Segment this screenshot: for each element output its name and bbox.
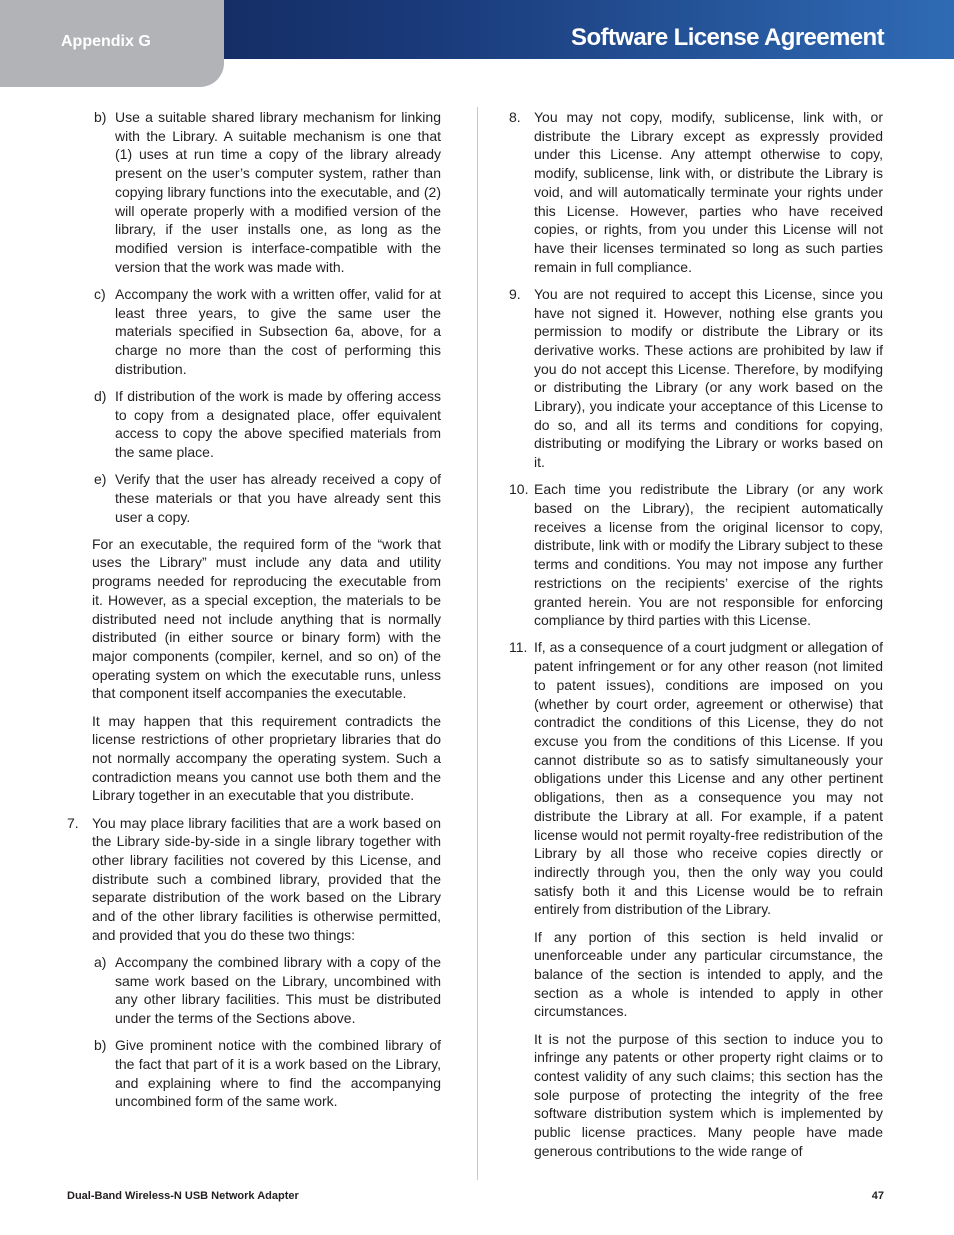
list-item: [94, 1036, 441, 1111]
numbered-item: [509, 108, 883, 276]
list-item-label: e): [94, 471, 107, 488]
list-item: [94, 387, 441, 462]
body-paragraph: It is not the purpose of this section to induce you to infringe any patents or other property right claims or to contest validity of any such claims; this section has the sole purpose of protecting the integrity of the free software distribution system which is implemented by public license practices. Many people have made generous contributions to the wide range of: [534, 1030, 883, 1159]
numbered-item-label: 10.: [509, 481, 529, 498]
list-item-label: c): [94, 285, 106, 302]
numbered-item-label: 11.: [509, 639, 528, 656]
numbered-item-label: 9.: [509, 285, 521, 302]
list-item-label: b): [94, 1037, 107, 1054]
right-column: [509, 108, 883, 1169]
list-item: [94, 953, 441, 1028]
list-item-text: Verify that the user has already received a copy of these materials or that you have already sent this user a copy.: [115, 471, 441, 525]
list-item: [94, 108, 441, 276]
list-item: [94, 285, 441, 379]
list-item-label: a): [94, 954, 107, 971]
body-paragraph: It may happen that this requirement contradicts the license restrictions of other proprietary libraries that do not normally accompany the operating system. Such a contradiction means you cannot use both them and the Library together in an executable that you distribute.: [92, 712, 441, 804]
numbered-item-label: 8.: [509, 109, 521, 125]
body-paragraph: For an executable, the required form of the “work that uses the Library” must include any data and utility programs needed for reproducing the executable from it. However, as a special exception, the materials to be distributed need not include anything that is normally distributed (in either source or binary form) with the major components (compiler, kernel, and so on) of the operating system on which the executable runs, unless that component itself accompanies the executable.: [92, 535, 441, 702]
footer-product-name: Dual-Band Wireless-N USB Network Adapter: [67, 1190, 299, 1202]
numbered-item-7: [67, 814, 441, 945]
list-item-text: If distribution of the work is made by offering access to copy from a designated place, offer equivalent access to copy the above specified materials from the same place.: [115, 387, 441, 460]
list-item-text: Give prominent notice with the combined library of the fact that part of it is a work based on the Library, and explaining where to find the accompanying uncombined form of the same work.: [115, 1037, 441, 1110]
numbered-item: [509, 638, 883, 919]
numbered-item: [509, 285, 883, 472]
page-title: Software License Agreement: [571, 24, 884, 51]
section-tab: [0, 0, 224, 87]
numbered-item-text: You may place library facilities that are a work based on the Library side-by-side in a single library together with other library facilities not covered by this License, and distribute such a combined library, provided that the separate distribution of the work based on the Library and of the other library facilities is otherwise permitted, and provided that you do these two things:: [92, 814, 441, 943]
list-item-label: b): [94, 109, 107, 125]
list-item-text: Accompany the combined library with a copy of the same work based on the Library, uncombined with any other library facilities. This must be distributed under the terms of the Sections above.: [115, 954, 441, 1027]
numbered-item: [509, 480, 883, 630]
section-tab-label: Appendix G: [61, 33, 151, 50]
numbered-item-text: You are not required to accept this License, since you have not signed it. However, nothing else grants you permission to modify or distribute the Library or its derivative works. These actions are prohibited by law if you do not accept this License. Therefore, by modifying or distributing the Library (or any work based on the Library), you indicate your acceptance of this License to do so, and all its terms and conditions for copying, distributing or modifying the Library or works based on it.: [534, 285, 883, 471]
numbered-item-text: If, as a consequence of a court judgment or allegation of patent infringement or for any other reason (not limited to patent issues), conditions are imposed on you (whether by court order, agreement or otherwise) that contradict the conditions of this License, they do not excuse you from the conditions of this License. If you cannot distribute so as to satisfy simultaneously your obligations under this License and any other pertinent obligations, then as a consequence you may not distribute the Library at all. For example, if a patent license would not permit royalty-free redistribution of the Library by all those who receive copies directly or indirectly through you, then the only way you could satisfy both it and this License would be to refrain entirely from distribution of the Library.: [534, 639, 883, 918]
body-paragraph: If any portion of this section is held invalid or unenforceable under any particular circumstance, the balance of the section is intended to apply, and the section as a whole is intended to apply in other circumstances.: [534, 928, 883, 1020]
left-column: [67, 108, 441, 1120]
list-item-text: Accompany the work with a written offer, valid for at least three years, to give the same user the materials specified in Subsection 6a, above, for a charge no more than the cost of performing this distribution.: [115, 285, 441, 377]
numbered-item-text: Each time you redistribute the Library (or any work based on the Library), the recipient automatically receives a license from the original licensor to copy, distribute, link with or modify the Library subject to these terms and conditions. You may not impose any further restrictions on the recipients’ exercise of the rights granted herein. You are not responsible for enforcing compliance by third parties with this License.: [534, 481, 883, 629]
column-divider: [477, 107, 478, 1180]
numbered-item-label: 7.: [67, 814, 79, 831]
list-item-label: d): [94, 387, 107, 404]
list-item-text: Use a suitable shared library mechanism for linking with the Library. A suitable mechanism is one that (1) uses at run time a copy of the library already present on the user’s computer system, rather than copying library functions into the executable, and (2) will operate properly with a modified version of the library, if the user installs one, as long as the modified version is interface-compatible with the version that the work was made with.: [115, 109, 441, 275]
footer-page-number: 47: [871, 1190, 884, 1202]
list-item: [94, 470, 441, 526]
numbered-item-text: You may not copy, modify, sublicense, link with, or distribute the Library except as expressly provided under this License. Any attempt otherwise to copy, modify, sublicense, link with, or distribute the Library is void, and will automatically terminate your rights under this License. However, parties who have received copies, or rights, from you under this License will not have their licenses terminated so long as such parties remain in full compliance.: [534, 109, 883, 275]
